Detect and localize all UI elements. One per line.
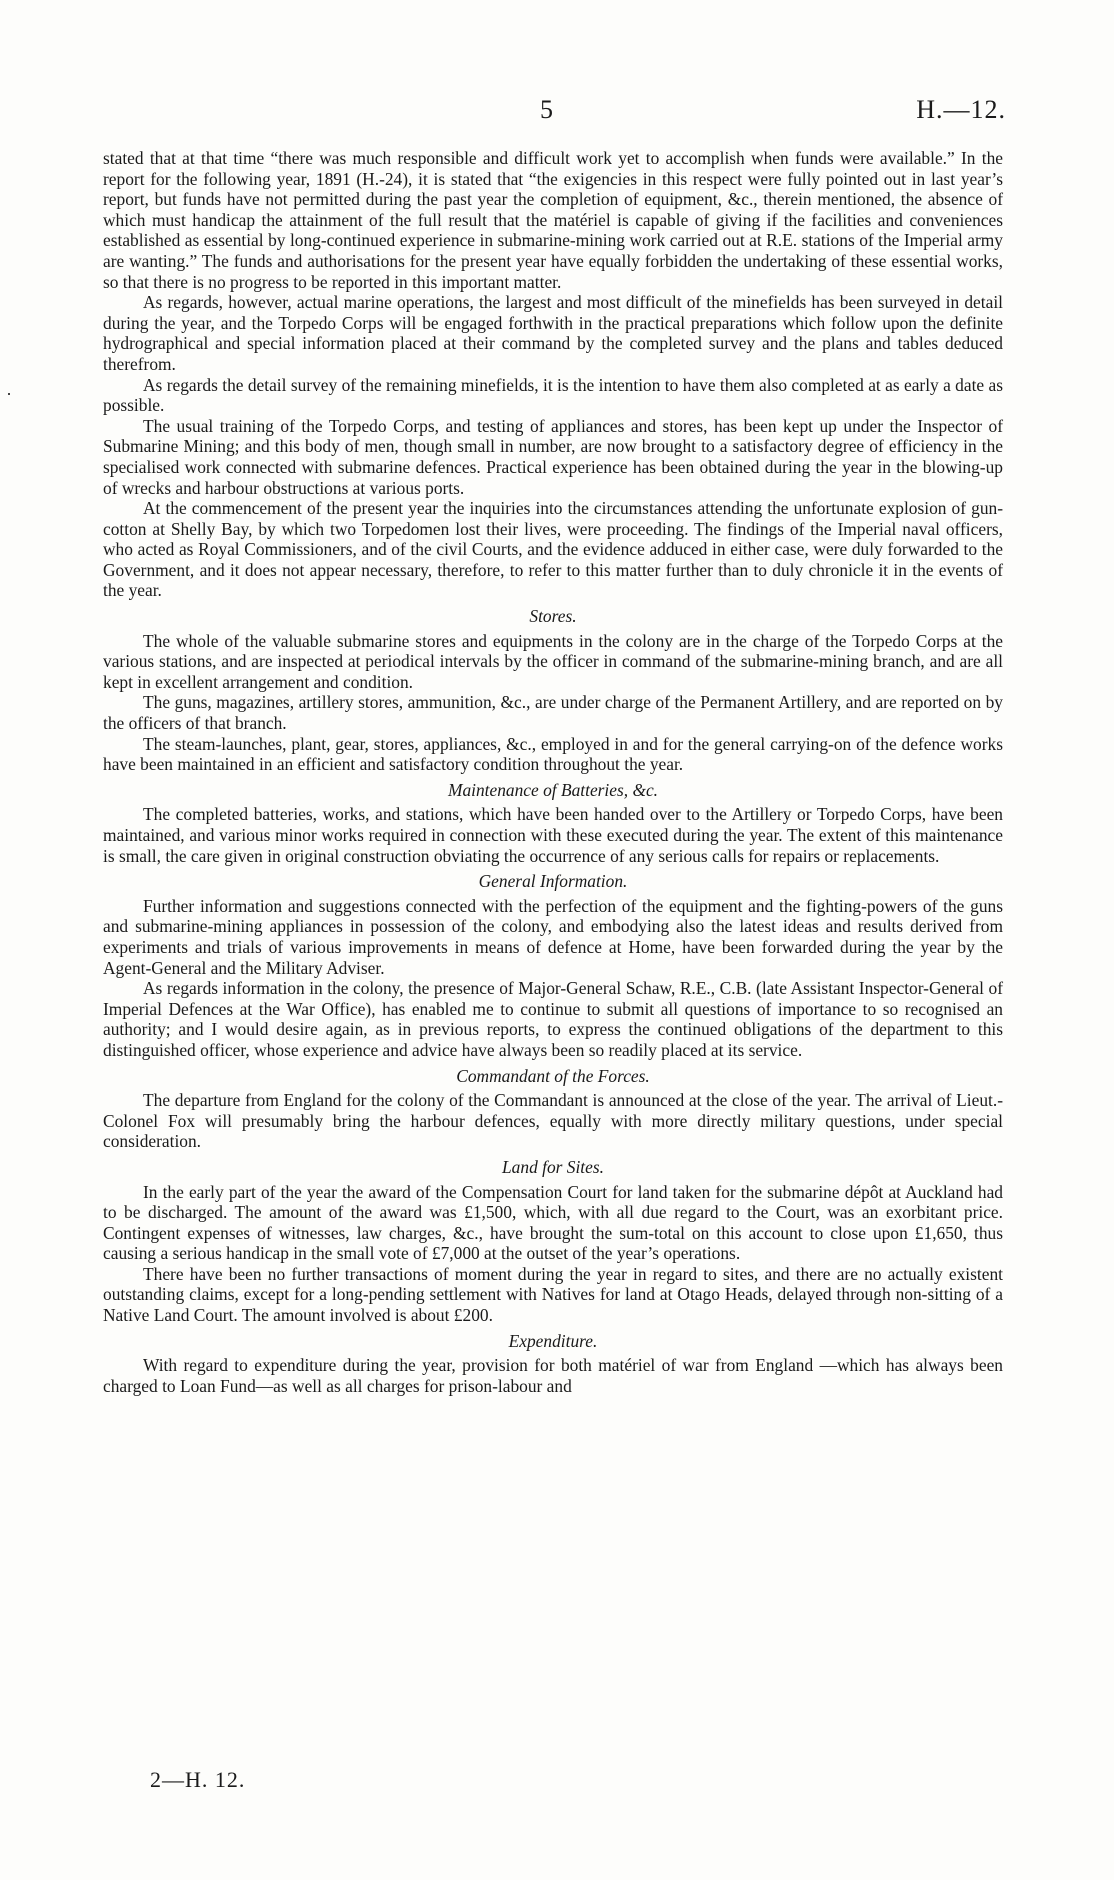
paragraph: stated that at that time “there was much responsible and difficult work yet to accomplish when funds were available.” In the report for the following year, 1891 (H.-24), it is stated that “the exigencies in this respect were fully pointed out in last year’s report, but funds have not permitted during the past year the completion of equipment, &c., therein mentioned, the absence of which must handicap the attainment of the full result that the matériel is capable of giving if the facilities and conveniences established as essential by long-continued experience in submarine-mining work carried out at R.E. stations of the Imperial army are wanting.” The funds and authorisations for the present year have equally forbidden the undertaking of these essential works, so that there is no progress to be reported in this important matter. [103, 148, 1003, 292]
paragraph: The usual training of the Torpedo Corps, and testing of appliances and stores, has been kept up under the Inspector of Submarine Mining; and this body of men, though small in number, are now brought to a satisfactory degree of efficiency in the specialised work connected with submarine defences. Practical experience has been obtained during the year in the blowing-up of wrecks and harbour obstructions at various ports. [103, 415, 1003, 498]
paragraph: The whole of the valuable submarine stores and equipments in the colony are in the charge of the Torpedo Corps at the various stations, and are inspected at periodical intervals by the officer in command of the submarine-mining branch, and are all kept in excellent arrangement and condition. [103, 630, 1003, 692]
paragraph: With regard to expenditure during the year, provision for both matériel of war from England —which has always been charged to Loan Fund—as well as all charges for prison-labour and [103, 1355, 1003, 1396]
section-heading-commandant: Commandant of the Forces. [456, 1065, 650, 1086]
section-heading-land-for-sites: Land for Sites. [502, 1156, 604, 1177]
section-heading-stores: Stores. [529, 606, 577, 627]
paragraph: As regards the detail survey of the remaining minefields, it is the intention to have them also completed at as early a date as possible. [103, 374, 1003, 416]
section-heading-maintenance: Maintenance of Batteries, &c. [447, 779, 659, 800]
paragraph: The steam-launches, plant, gear, stores, appliances, &c., employed in and for the general carrying-on of the defence works have been maintained in an efficient and satisfactory condition throughout the year. [103, 733, 1003, 775]
document-body [103, 148, 1003, 1396]
paragraph: In the early part of the year the award of the Compensation Court for land taken for the submarine dépôt at Auckland had to be discharged. The amount of the award was £1,500, which, with all due regard to the Court, was an exorbitant price. Contingent expenses of witnesses, law charges, &c., have brought the sum-total on this account to close upon £1,650, thus causing a serious handicap in the small vote of £7,000 at the outset of the year’s operations. [103, 1181, 1003, 1264]
paragraph: There have been no further transactions of moment during the year in regard to sites, and there are no actually existent outstanding claims, except for a long-pending settlement with Natives for land at Otago Heads, delayed through non-sitting of a Native Land Court. The amount involved is about £200. [103, 1263, 1003, 1326]
paragraph: The completed batteries, works, and stations, which have been handed over to the Artillery or Torpedo Corps, have been maintained, and various minor works required in connection with these executed during the year. The extent of this maintenance is small, the care given in original construction obviating the occurrence of any serious calls for repairs or replacements. [103, 804, 1003, 866]
margin-mark [8, 393, 10, 395]
signature-mark: 2—H. 12. [150, 1767, 246, 1792]
section-heading-general-information: General Information. [478, 871, 628, 892]
paragraph: At the commencement of the present year the inquiries into the circumstances attending the unfortunate explosion of gun-cotton at Shelly Bay, by which two Torpedomen lost their lives, were proceeding. The findings of the Imperial naval officers, who acted as Royal Commissioners, and of the civil Courts, and the evidence adduced in either case, were duly forwarded to the Government, and it does not appear necessary, therefore, to refer to this matter further than to duly chronicle it in the events of the year. [103, 498, 1003, 601]
paragraph: As regards information in the colony, the presence of Major-General Schaw, R.E., C.B. (late Assistant Inspector-General of Imperial Defences at the War Office), has enabled me to continue to submit all questions of importance to so recognised an authority; and I would desire again, as in previous reports, to express the continued obligations of the department to this distinguished officer, whose experience and advice have always been so readily placed at its service. [103, 978, 1003, 1060]
paragraph: The departure from England for the colony of the Commandant is announced at the close of the year. The arrival of Lieut.-Colonel Fox will presumably bring the harbour defences, equally with more directly military questions, under special consideration. [103, 1090, 1003, 1152]
section-heading-expenditure: Expenditure. [508, 1330, 598, 1351]
page-header [0, 95, 1114, 127]
paragraph: The guns, magazines, artillery stores, ammunition, &c., are under charge of the Permanent Artillery, and are reported on by the officers of that branch. [103, 692, 1003, 734]
paragraph: Further information and suggestions connected with the perfection of the equipment and the fighting-powers of the guns and submarine-mining appliances in possession of the colony, and embodying also the latest ideas and results derived from experiments and trials of various improvements in means of defence at Home, have been forwarded during the year by the Agent-General and the Military Adviser. [103, 895, 1003, 978]
document-code: H.—12. [916, 95, 1006, 124]
paragraph: As regards, however, actual marine operations, the largest and most difficult of the minefields has been surveyed in detail during the year, and the Torpedo Corps will be engaged forthwith in the practical preparations which follow upon the definite hydrographical and special information placed at their command by the completed survey and the plans and tables deduced therefrom. [103, 292, 1003, 374]
page-number: 5 [540, 95, 553, 124]
